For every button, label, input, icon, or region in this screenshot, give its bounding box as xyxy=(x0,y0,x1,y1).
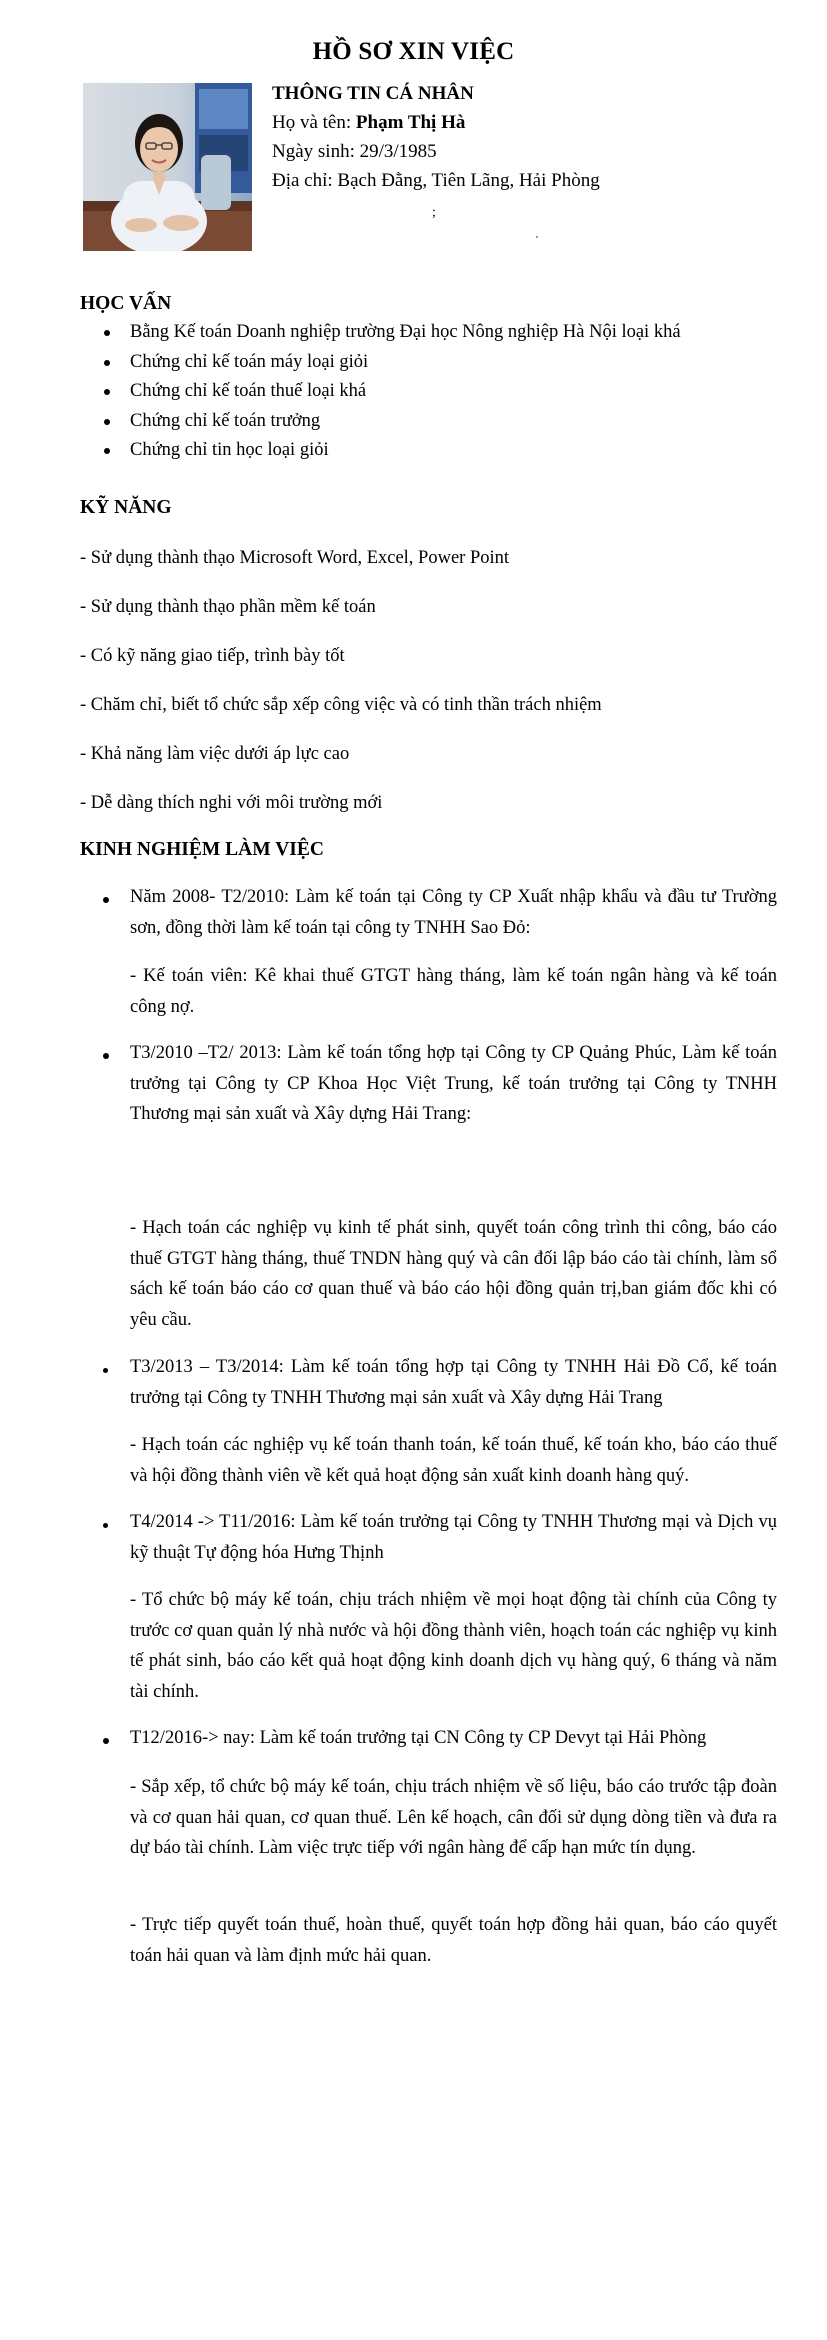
list-item: Bằng Kế toán Doanh nghiệp trường Đại học Nông nghiệp Hà Nội loại khá xyxy=(80,318,681,348)
name-value: Phạm Thị Hà xyxy=(355,112,466,133)
skill-item: - Có kỹ năng giao tiếp, trình bày tốt xyxy=(80,646,345,666)
bullet-icon xyxy=(103,1368,108,1373)
bullet-icon xyxy=(103,1738,109,1744)
skill-item: - Sử dụng thành thạo phần mềm kế toán xyxy=(80,597,376,617)
skill-item: - Khả năng làm việc dưới áp lực cao xyxy=(80,744,350,764)
skill-item: - Chăm chỉ, biết tổ chức sắp xếp công việc và có tinh thần trách nhiệm xyxy=(80,695,602,715)
profile-photo-image xyxy=(83,83,252,251)
job-detail: - Tổ chức bộ máy kế toán, chịu trách nhiệm về mọi hoạt động tài chính của Công ty trước cơ quan quản lý nhà nước và hội đồng thành viên, hoạch toán các nghiệp vụ kinh tế phát sinh, báo cáo kết quả hoạt động kinh doanh dịch vụ hàng quý, 6 tháng và năm tài chính. xyxy=(130,1590,777,1702)
bullet-icon xyxy=(103,897,109,903)
job-title: T12/2016-> nay: Làm kế toán trưởng tại CN Công ty CP Devyt tại Hải Phòng xyxy=(130,1728,707,1748)
job-title: T3/2013 – T3/2014: Làm kế toán tổng hợp tại Công ty TNHH Hải Đồ Cổ, kế toán trưởng tại Công ty TNHH Thương mại sản xuất và Xây dựng Hải Trang xyxy=(130,1357,777,1408)
job-detail: - Hạch toán các nghiệp vụ kế toán thanh toán, kế toán thuế, kế toán kho, báo cáo thuế và hội đồng thành viên về kết quả hoạt động sản xuất kinh doanh hàng quý. xyxy=(130,1435,777,1486)
list-item: Chứng chỉ tin học loại giỏi xyxy=(80,436,681,466)
stray-dot xyxy=(536,236,538,238)
job-detail: - Trực tiếp quyết toán thuế, hoàn thuế, quyết toán hợp đồng hải quan, báo cáo quyết toán hải quan và làm định mức hải quan. xyxy=(130,1915,777,1966)
skills-heading: KỸ NĂNG xyxy=(80,497,172,518)
job-title: T4/2014 -> T11/2016: Làm kế toán trưởng tại Công ty TNHH Thương mại và Dịch vụ kỹ thuật Tự động hóa Hưng Thịnh xyxy=(130,1512,777,1563)
job-detail: - Kế toán viên: Kê khai thuế GTGT hàng tháng, làm kế toán ngân hàng và kế toán công nợ. xyxy=(130,966,777,1017)
bullet-icon xyxy=(103,1523,108,1528)
experience-heading: KINH NGHIỆM LÀM VIỆC xyxy=(80,839,324,860)
list-item: Chứng chỉ kế toán trưởng xyxy=(80,407,681,437)
personal-info xyxy=(272,79,600,195)
job-title: Năm 2008- T2/2010: Làm kế toán tại Công ty CP Xuất nhập khẩu và đầu tư Trường sơn, đồng thời làm kế toán tại công ty TNHH Sao Đỏ: xyxy=(130,887,777,938)
stray-mark: ; xyxy=(432,205,436,220)
date-of-birth: Ngày sinh: 29/3/1985 xyxy=(272,141,437,162)
skill-item: - Dễ dàng thích nghi với môi trường mới xyxy=(80,793,383,813)
job-detail: - Hạch toán các nghiệp vụ kinh tế phát sinh, quyết toán công trình thi công, báo cáo thuế GTGT hàng tháng, thuế TNDN hàng quý và cân đối lập báo cáo tài chính, làm sổ sách kế toán báo cáo cơ quan thuế và báo cáo hội đồng quản trị,ban giám đốc khi có yêu cầu. xyxy=(130,1218,777,1330)
education-heading: HỌC VẤN xyxy=(80,293,172,314)
job-title: T3/2010 –T2/ 2013: Làm kế toán tổng hợp tại Công ty CP Quảng Phúc, Làm kế toán trưởng tại Công ty CP Khoa Học Việt Trung, kế toán trưởng tại Công ty TNHH Thương mại sản xuất và Xây dựng Hải Trang: xyxy=(130,1043,777,1124)
personal-info-heading: THÔNG TIN CÁ NHÂN xyxy=(272,83,474,104)
list-item: Chứng chỉ kế toán máy loại giỏi xyxy=(80,348,681,378)
name-label: Họ và tên: xyxy=(272,112,356,133)
profile-photo xyxy=(83,83,252,251)
address: Địa chỉ: Bạch Đằng, Tiên Lãng, Hải Phòng xyxy=(272,170,600,191)
education-list xyxy=(80,318,681,466)
job-detail: - Sắp xếp, tổ chức bộ máy kế toán, chịu trách nhiệm về số liệu, báo cáo trước tập đoàn và cơ quan hải quan, cơ quan thuế. Lên kế hoạch, cân đối sử dụng dòng tiền và đưa ra dự báo tài chính. Làm việc trực tiếp với ngân hàng để cấp hạn mức tín dụng. xyxy=(130,1777,777,1858)
list-item: Chứng chỉ kế toán thuế loại khá xyxy=(80,377,681,407)
bullet-icon xyxy=(103,1053,109,1059)
name-row xyxy=(272,108,600,137)
skill-item: - Sử dụng thành thạo Microsoft Word, Excel, Power Point xyxy=(80,548,510,568)
document-title: HỒ SƠ XIN VIỆC xyxy=(312,38,515,65)
